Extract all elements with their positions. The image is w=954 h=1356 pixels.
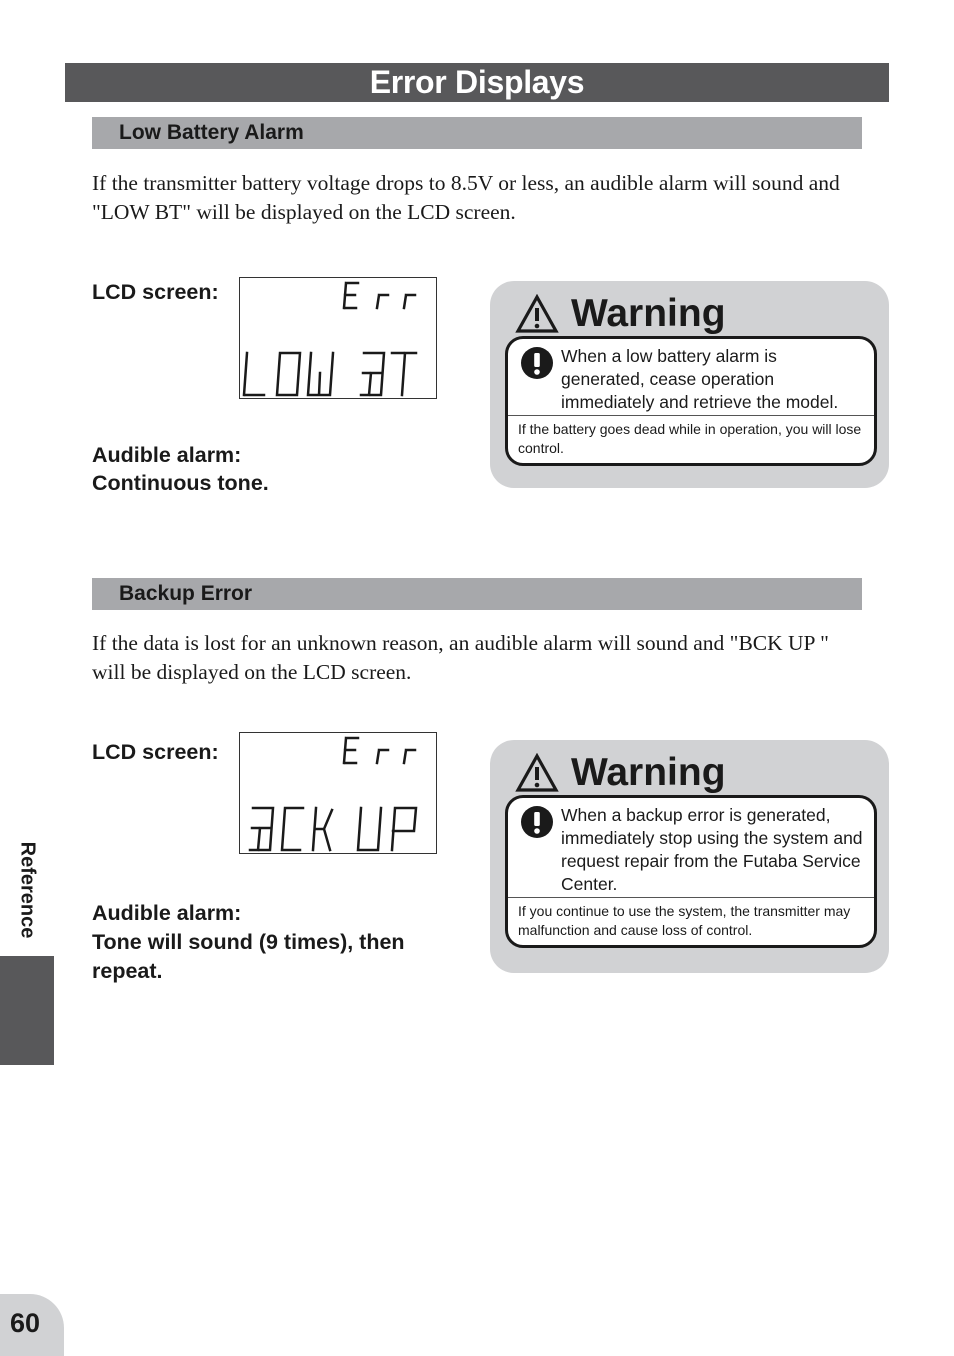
warning-box-low-battery <box>490 281 889 488</box>
warning-note-text: If you continue to use the system, the transmitter may malfunction and cause loss of control. <box>518 903 851 938</box>
section-body-text: If the transmitter battery voltage drops to 8.5V or less, an audible alarm will sound and "LOW BT" will be displayed on the LCD screen. <box>92 171 840 224</box>
warning-header <box>515 289 726 339</box>
lcd-screen-label: LCD screen: <box>92 740 219 764</box>
warning-divider <box>508 415 874 416</box>
lcd-segment-graphic <box>240 278 438 400</box>
section-body-text: If the data is lost for an unknown reason, an audible alarm will sound and "BCK UP " will be displayed on the LCD screen. <box>92 631 829 684</box>
audible-alarm-label: Audible alarm: <box>92 443 242 467</box>
lcd-screen-label: LCD screen: <box>92 280 219 304</box>
section-header-low-battery <box>92 117 862 149</box>
page-title-bar <box>65 63 889 102</box>
warning-box-backup-error <box>490 740 889 973</box>
warning-header <box>515 748 726 798</box>
warning-content-box <box>505 336 877 466</box>
lcd-display-bck-up <box>239 732 437 854</box>
section-header-backup-error <box>92 578 862 610</box>
exclamation-icon <box>521 347 553 379</box>
exclamation-icon <box>521 806 553 838</box>
warning-note-text: If the battery goes dead while in operation, you will lose control. <box>518 421 862 456</box>
page-number: 60 <box>10 1308 41 1338</box>
warning-divider <box>508 897 874 898</box>
side-tab-marker <box>0 956 54 1065</box>
audible-alarm-description: Tone will sound (9 times), then repeat. <box>92 930 405 983</box>
audible-alarm-description: Continuous tone. <box>92 471 269 495</box>
warning-triangle-icon <box>515 753 559 793</box>
section-heading: Low Battery Alarm <box>119 121 304 144</box>
warning-title: Warning <box>571 751 726 794</box>
section-heading: Backup Error <box>119 582 253 605</box>
warning-title: Warning <box>571 292 726 335</box>
page-number-tab <box>0 1294 64 1356</box>
warning-main-text: When a low battery alarm is generated, cease operation immediately and retrieve the model. <box>561 346 839 412</box>
page-title: Error Displays <box>369 64 585 100</box>
side-tab-label: Reference <box>16 841 39 939</box>
audible-alarm-label: Audible alarm: <box>92 901 242 925</box>
warning-triangle-icon <box>515 294 559 334</box>
warning-content-box <box>505 795 877 948</box>
warning-main-text: When a backup error is generated, immediately stop using the system and request repair from the Futaba Service Center. <box>561 805 863 894</box>
lcd-display-low-bt <box>239 277 437 399</box>
lcd-segment-graphic <box>240 733 438 855</box>
